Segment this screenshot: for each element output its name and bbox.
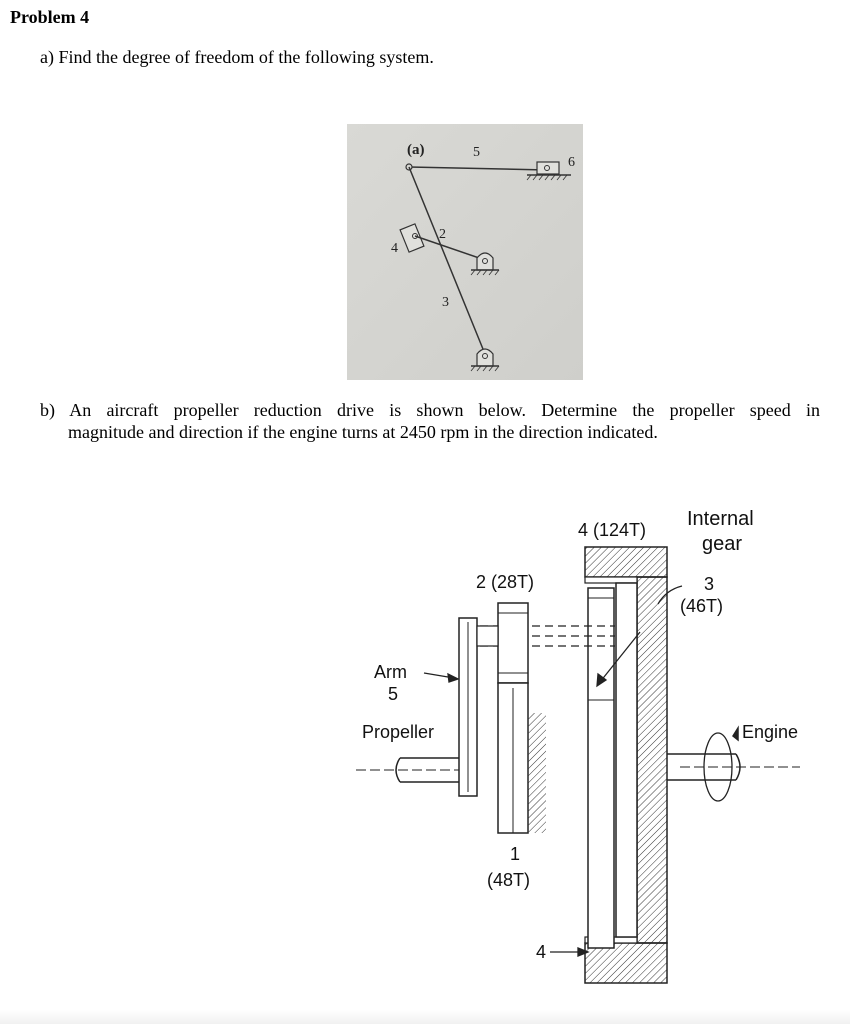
planet-gear-3: [588, 588, 614, 948]
label-gear3-num: 3: [704, 574, 715, 594]
label-gear2: 2 (28T): [476, 572, 535, 592]
arm-5: [459, 618, 498, 796]
label-gear4: 4 (124T): [578, 520, 647, 540]
problem-title: Problem 4: [10, 7, 90, 27]
linkage-figure: [347, 124, 583, 380]
question-b-line1: b) An aircraft propeller reduction drive is shown below. Determine the propeller speed in: [40, 400, 820, 420]
label-4-bottom: 4: [536, 942, 547, 962]
link-label-6: 6: [568, 155, 575, 170]
planet-gear-2: [498, 603, 528, 683]
label-gear1-num: 1: [510, 844, 521, 864]
link-label-2: 2: [439, 227, 446, 242]
question-b-line2: magnitude and direction if the engine turns at 2450 rpm in the direction indicated.: [68, 422, 658, 442]
label-arm: Arm: [374, 662, 407, 682]
label-gear3-teeth: (46T): [680, 596, 724, 616]
label-engine: Engine: [742, 722, 799, 742]
gear-train-figure: [340, 490, 820, 1020]
label-arm-num: 5: [388, 684, 399, 704]
figure-label-a: (a): [407, 142, 425, 158]
page-bottom-edge: [0, 1010, 850, 1024]
link-label-5: 5: [473, 145, 480, 160]
label-gear1-teeth: (48T): [487, 870, 531, 890]
link-label-4: 4: [391, 241, 398, 256]
propeller-shaft: [356, 758, 459, 782]
label-internal: Internal: [687, 508, 754, 530]
link-label-3: 3: [442, 295, 449, 310]
label-gear: gear: [702, 533, 743, 555]
label-propeller: Propeller: [362, 722, 435, 742]
question-a: a) Find the degree of freedom of the following system.: [40, 47, 434, 67]
sun-gear-1: [498, 683, 546, 833]
slider-6: [537, 162, 559, 174]
